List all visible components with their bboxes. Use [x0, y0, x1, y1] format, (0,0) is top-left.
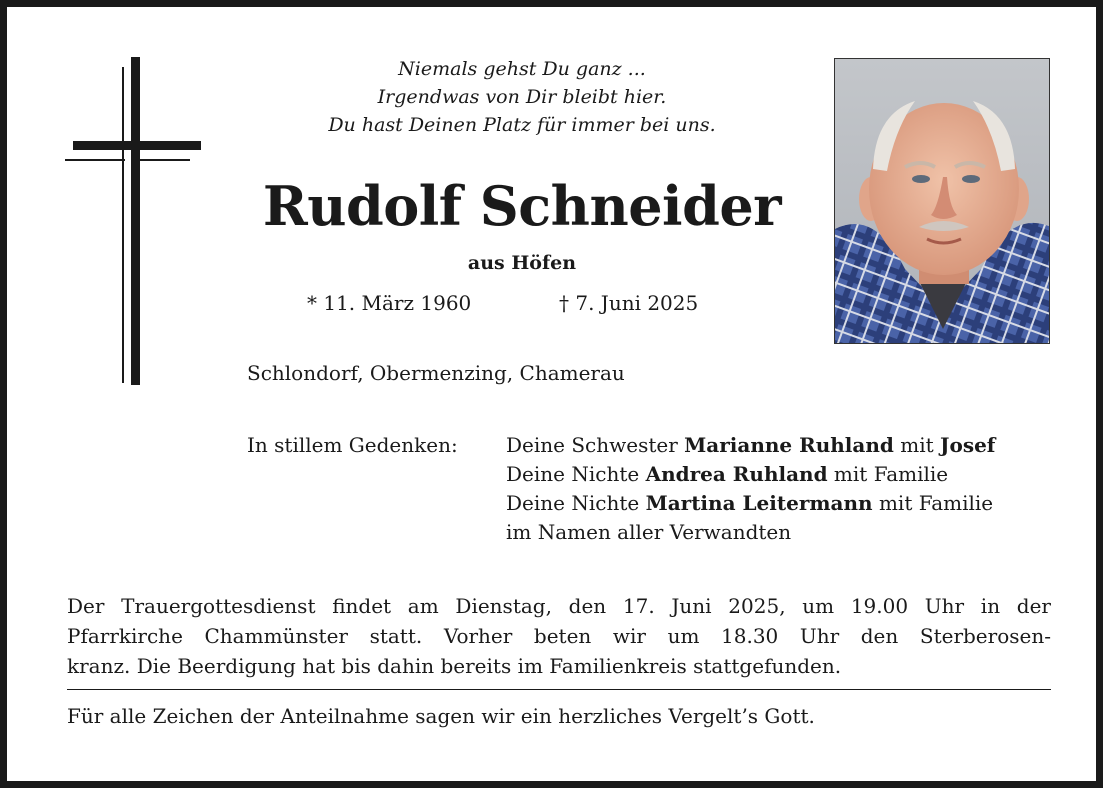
mourner-text: Deine Schwester: [506, 433, 685, 457]
divider: [67, 689, 1051, 690]
thanks-text: Für alle Zeichen der Anteilnahme sagen wir ein herzliches Vergelt’s Gott.: [67, 704, 815, 728]
mourner-text: im Namen aller Verwandten: [506, 520, 792, 544]
mourner-row: [506, 460, 995, 489]
verse-line: Irgendwas von Dir bleibt hier.: [377, 86, 667, 108]
mourner-text: Deine Nichte: [506, 462, 646, 486]
service-line: Der Trauergottesdienst findet am Dienstag, den 17. Juni 2025, um 19.00 Uhr in der: [67, 594, 1051, 618]
mourner-text: mit Familie: [827, 462, 949, 486]
portrait-photo: [834, 58, 1050, 344]
service-announcement: [67, 591, 1051, 681]
service-line: Pfarrkirche Chammünster statt. Vorher beten wir um 18.30 Uhr den Sterberosen-: [67, 624, 1051, 648]
mourner-text: mit: [893, 433, 941, 457]
mourner-name: Marianne Ruhland: [684, 433, 894, 457]
memorial-verse: [217, 55, 827, 139]
mourners-list: [506, 431, 995, 547]
mourner-row: [506, 431, 995, 460]
verse-line: Du hast Deinen Platz für immer bei uns.: [328, 114, 716, 136]
verse-line: Niemals gehst Du ganz ...: [398, 58, 646, 80]
cross-icon: [65, 57, 203, 385]
places-list: Schlondorf, Obermenzing, Chamerau: [247, 361, 625, 385]
service-line: kranz. Die Beerdigung hat bis dahin bereits im Familienkreis stattgefunden.: [67, 654, 842, 678]
mourner-text: mit Familie: [872, 491, 994, 515]
mourner-name: Andrea Ruhland: [645, 462, 828, 486]
mourner-row: [506, 489, 995, 518]
deceased-origin: aus Höfen: [467, 252, 577, 274]
mourner-text: Deine Nichte: [506, 491, 646, 515]
birth-date: * 11. März 1960: [307, 291, 472, 315]
mourner-name: Josef: [940, 433, 996, 457]
death-date: † 7. Juni 2025: [559, 291, 699, 315]
memory-label: In stillem Gedenken:: [247, 433, 458, 457]
deceased-name: Rudolf Schneider: [262, 174, 782, 238]
mourner-row: [506, 518, 995, 547]
mourner-name: Martina Leitermann: [645, 491, 873, 515]
